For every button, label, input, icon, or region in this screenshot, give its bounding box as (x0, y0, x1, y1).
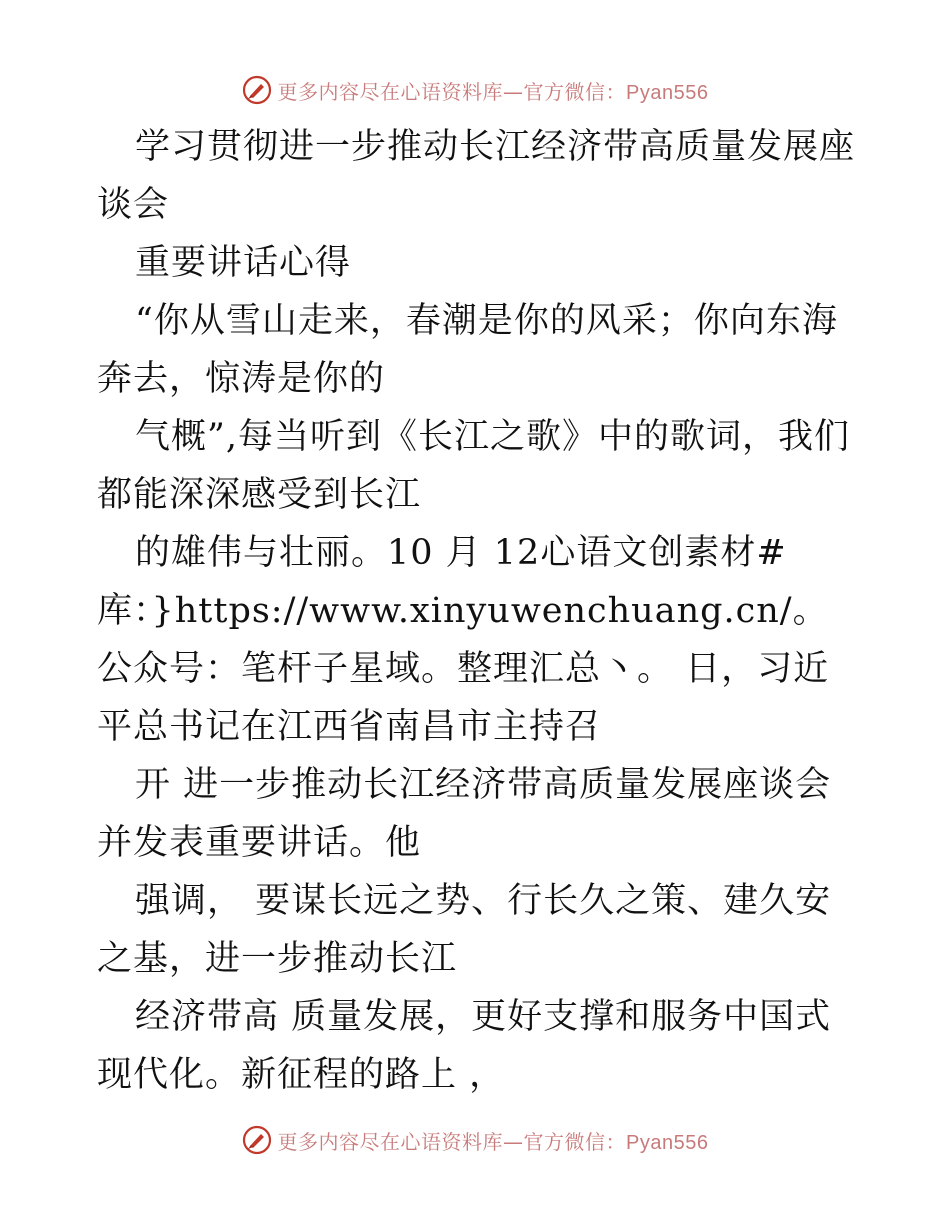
footer-watermark (0, 1120, 950, 1160)
pen-seal-icon (242, 75, 272, 105)
watermark-wechat-id: Pyan556 (626, 81, 709, 104)
paragraph: 经济带高 质量发展，更好支撑和服务中国式现代化。新征程的路上 ， (97, 997, 832, 1095)
paragraph: 气概”,每当听到《长江之歌》中的歌词，我们都能深深感受到长江 (97, 417, 851, 515)
paragraph: “你从雪山走来，春潮是你的风采；你向东海奔去，惊涛是你的 (97, 301, 838, 399)
watermark-text: 更多内容尽在心语资料库—官方微信：Pyan556 (277, 1129, 709, 1154)
paragraph: 重要讲话心得 (135, 243, 352, 283)
paragraph: 的雄伟与壮丽。10 月 12心语文创素材#库：}https://www.xinyuwenchuang.cn/。公众号：笔杆子星域。整理汇总丶。 日，习近平总书记在江西省南昌市主持召 (97, 533, 830, 747)
document-body (97, 118, 857, 1104)
watermark-text: 更多内容尽在心语资料库—官方微信：Pyan556 (277, 79, 709, 104)
paragraph: 学习贯彻进一步推动长江经济带高质量发展座谈会 (97, 127, 856, 225)
paragraph: 开 进一步推动长江经济带高质量发展座谈会并发表重要讲话。他 (97, 765, 832, 863)
pen-seal-icon (242, 1125, 272, 1155)
header-watermark (0, 70, 950, 110)
watermark-wechat-id: Pyan556 (626, 1131, 709, 1154)
paragraph: 强调， 要谋长远之势、行长久之策、建久安之基，进一步推动长江 (97, 881, 832, 979)
